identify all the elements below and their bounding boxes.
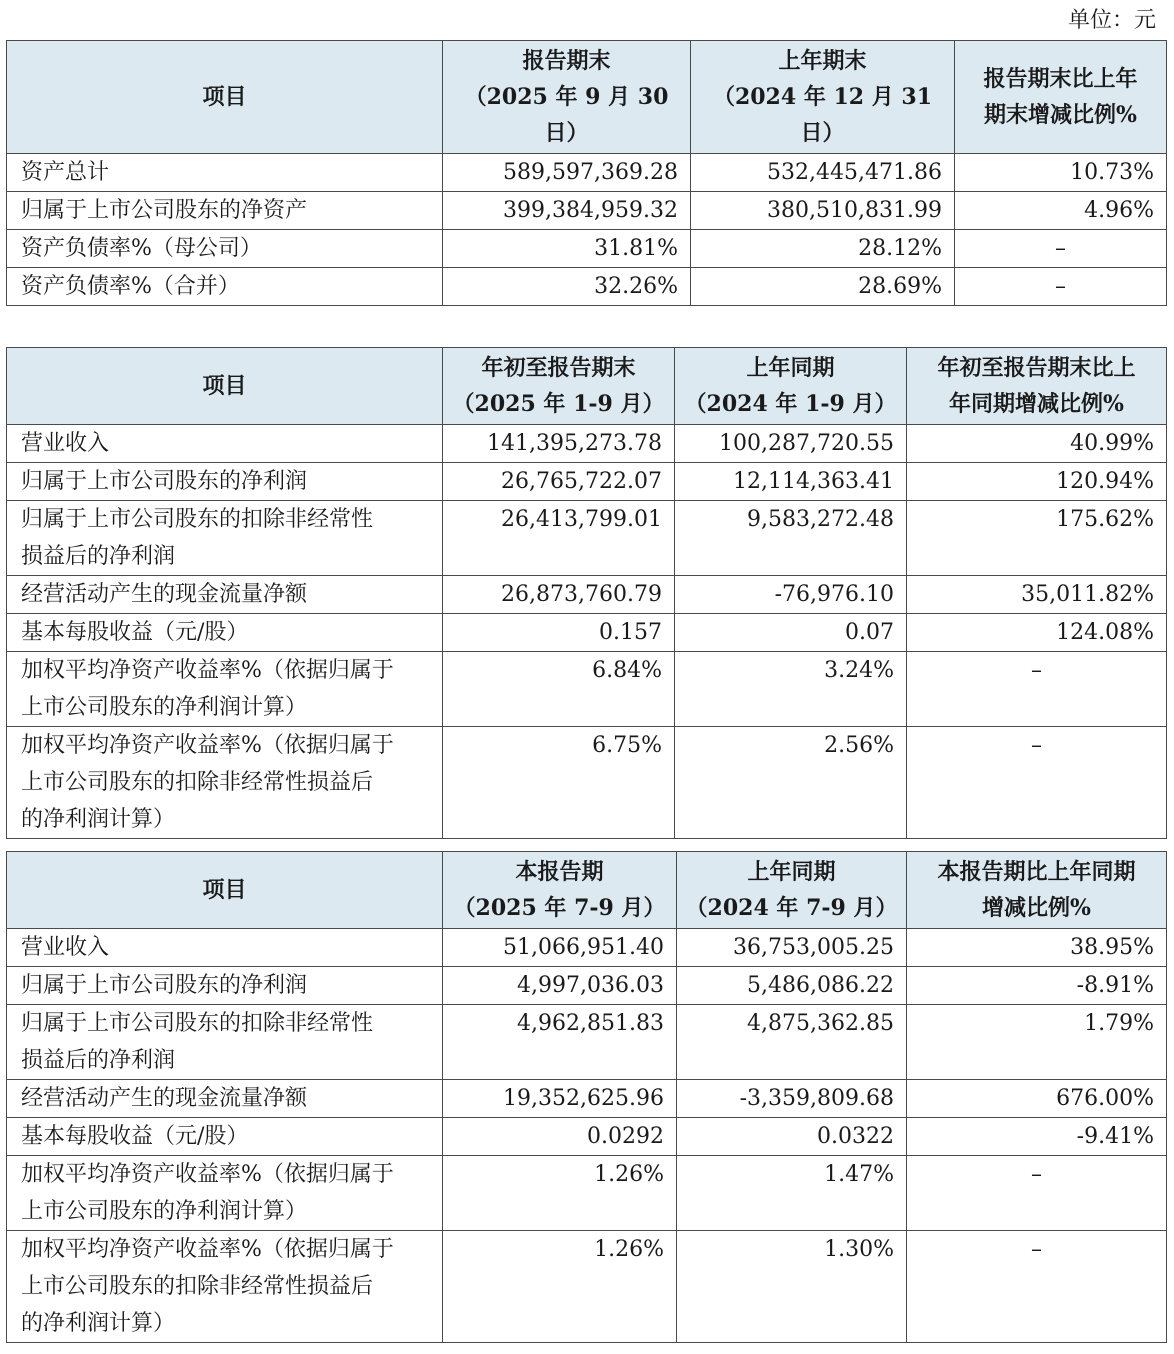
- column-header-line1: 项目: [202, 84, 247, 110]
- value-change: –: [907, 1231, 1167, 1343]
- value-current: 26,413,799.01: [443, 501, 675, 576]
- table-row: [7, 576, 1167, 614]
- value-current: 31.81%: [443, 230, 691, 268]
- column-header-line1: 年初至报告期末: [481, 355, 636, 381]
- table-row: [7, 268, 1167, 306]
- column-header-line1: 上年同期: [746, 355, 835, 381]
- column-header-line1: 上年同期: [747, 859, 836, 885]
- value-current: 6.84%: [443, 652, 675, 727]
- header-row: [7, 41, 1167, 154]
- value-prior: 2.56%: [675, 727, 907, 839]
- value-prior: 9,583,272.48: [675, 501, 907, 576]
- value-change: 676.00%: [907, 1080, 1167, 1118]
- column-header: [443, 348, 675, 425]
- column-header: [443, 852, 677, 929]
- column-header: [907, 348, 1167, 425]
- table-row: [7, 230, 1167, 268]
- value-prior: -3,359,809.68: [677, 1080, 907, 1118]
- row-label: 归属于上市公司股东的净利润: [7, 463, 443, 501]
- value-prior: 1.30%: [677, 1231, 907, 1343]
- column-header-line1: 本报告期比上年同期: [937, 859, 1136, 885]
- column-header-line2: （2025 年 7-9 月）: [453, 895, 666, 921]
- value-current: 26,873,760.79: [443, 576, 675, 614]
- value-change: 38.95%: [907, 929, 1167, 967]
- column-header: [7, 41, 443, 154]
- value-current: 26,765,722.07: [443, 463, 675, 501]
- column-header-line2: （2025 年 9 月 30 日）: [464, 84, 669, 146]
- column-header: [675, 348, 907, 425]
- row-label: 资产负债率%（母公司）: [7, 230, 443, 268]
- column-header-line2: （2024 年 7-9 月）: [685, 895, 898, 921]
- header-row: [7, 852, 1167, 929]
- row-label: 经营活动产生的现金流量净额: [7, 1080, 443, 1118]
- value-change: –: [907, 1156, 1167, 1231]
- value-prior: -76,976.10: [675, 576, 907, 614]
- table-row: [7, 501, 1167, 576]
- value-change: 40.99%: [907, 425, 1167, 463]
- value-current: 0.157: [443, 614, 675, 652]
- unit-label: 单位：元: [1067, 8, 1156, 33]
- column-header-line2: 期末增减比例%: [984, 102, 1137, 128]
- value-prior: 0.0322: [677, 1118, 907, 1156]
- value-prior: 28.69%: [691, 268, 955, 306]
- table-row: [7, 1231, 1167, 1343]
- row-label: 归属于上市公司股东的扣除非经常性 损益后的净利润: [7, 1005, 443, 1080]
- column-header-line1: 报告期末比上年: [983, 66, 1138, 92]
- table-row: [7, 652, 1167, 727]
- row-label: 资产总计: [7, 154, 443, 192]
- row-label: 归属于上市公司股东的扣除非经常性 损益后的净利润: [7, 501, 443, 576]
- table-row: [7, 1118, 1167, 1156]
- value-current: 6.75%: [443, 727, 675, 839]
- table-row: [7, 967, 1167, 1005]
- value-change: –: [907, 727, 1167, 839]
- column-header: [7, 348, 443, 425]
- column-header: [7, 852, 443, 929]
- value-prior: 4,875,362.85: [677, 1005, 907, 1080]
- table-row: [7, 727, 1167, 839]
- value-prior: 28.12%: [691, 230, 955, 268]
- row-label: 基本每股收益（元/股）: [7, 1118, 443, 1156]
- header-row: [7, 348, 1167, 425]
- table-row: [7, 1005, 1167, 1080]
- column-header: [677, 852, 907, 929]
- column-header-line2: （2024 年 1-9 月）: [684, 391, 897, 417]
- value-prior: 36,753,005.25: [677, 929, 907, 967]
- row-label: 经营活动产生的现金流量净额: [7, 576, 443, 614]
- value-current: 51,066,951.40: [443, 929, 677, 967]
- value-change: 175.62%: [907, 501, 1167, 576]
- column-header-line1: 上年期末: [778, 48, 867, 74]
- table-row: [7, 614, 1167, 652]
- balance-table: [6, 40, 1167, 306]
- value-prior: 3.24%: [675, 652, 907, 727]
- value-current: 1.26%: [443, 1156, 677, 1231]
- column-header-line2: （2025 年 1-9 月）: [452, 391, 665, 417]
- quarter-performance-table: [6, 851, 1167, 1343]
- value-current: 4,997,036.03: [443, 967, 677, 1005]
- ytd-performance-table: [6, 347, 1167, 839]
- column-header-line1: 项目: [202, 877, 247, 903]
- column-header: [443, 41, 691, 154]
- value-current: 589,597,369.28: [443, 154, 691, 192]
- value-current: 1.26%: [443, 1231, 677, 1343]
- row-label: 加权平均净资产收益率%（依据归属于 上市公司股东的扣除非经常性损益后 的净利润计算）: [7, 727, 443, 839]
- value-current: 32.26%: [443, 268, 691, 306]
- value-change: –: [955, 268, 1167, 306]
- column-header: [907, 852, 1167, 929]
- column-header-line2: 增减比例%: [982, 895, 1091, 921]
- value-prior: 532,445,471.86: [691, 154, 955, 192]
- value-change: 35,011.82%: [907, 576, 1167, 614]
- value-change: -9.41%: [907, 1118, 1167, 1156]
- row-label: 营业收入: [7, 425, 443, 463]
- table-row: [7, 192, 1167, 230]
- value-current: 141,395,273.78: [443, 425, 675, 463]
- column-header-line2: 年同期增减比例%: [949, 391, 1124, 417]
- row-label: 加权平均净资产收益率%（依据归属于 上市公司股东的净利润计算）: [7, 1156, 443, 1231]
- value-prior: 100,287,720.55: [675, 425, 907, 463]
- value-prior: 0.07: [675, 614, 907, 652]
- table-row: [7, 1080, 1167, 1118]
- value-change: 4.96%: [955, 192, 1167, 230]
- value-current: 0.0292: [443, 1118, 677, 1156]
- row-label: 归属于上市公司股东的净利润: [7, 967, 443, 1005]
- value-change: 1.79%: [907, 1005, 1167, 1080]
- value-prior: 1.47%: [677, 1156, 907, 1231]
- column-header-line1: 报告期末: [522, 48, 611, 74]
- row-label: 基本每股收益（元/股）: [7, 614, 443, 652]
- table-row: [7, 425, 1167, 463]
- table-row: [7, 154, 1167, 192]
- table-row: [7, 1156, 1167, 1231]
- value-change: -8.91%: [907, 967, 1167, 1005]
- table-row: [7, 463, 1167, 501]
- table-row: [7, 929, 1167, 967]
- value-prior: 5,486,086.22: [677, 967, 907, 1005]
- row-label: 营业收入: [7, 929, 443, 967]
- row-label: 加权平均净资产收益率%（依据归属于 上市公司股东的净利润计算）: [7, 652, 443, 727]
- column-header-line1: 项目: [202, 373, 247, 399]
- column-header: [691, 41, 955, 154]
- value-current: 19,352,625.96: [443, 1080, 677, 1118]
- value-change: –: [955, 230, 1167, 268]
- column-header: [955, 41, 1167, 154]
- row-label: 归属于上市公司股东的净资产: [7, 192, 443, 230]
- value-change: 120.94%: [907, 463, 1167, 501]
- value-change: 124.08%: [907, 614, 1167, 652]
- value-change: 10.73%: [955, 154, 1167, 192]
- row-label: 加权平均净资产收益率%（依据归属于 上市公司股东的扣除非经常性损益后 的净利润计算）: [7, 1231, 443, 1343]
- value-change: –: [907, 652, 1167, 727]
- row-label: 资产负债率%（合并）: [7, 268, 443, 306]
- column-header-line1: 本报告期: [515, 859, 604, 885]
- value-current: 4,962,851.83: [443, 1005, 677, 1080]
- value-prior: 380,510,831.99: [691, 192, 955, 230]
- column-header-line1: 年初至报告期末比上: [937, 355, 1136, 381]
- value-current: 399,384,959.32: [443, 192, 691, 230]
- column-header-line2: （2024 年 12 月 31 日）: [712, 84, 933, 146]
- value-prior: 12,114,363.41: [675, 463, 907, 501]
